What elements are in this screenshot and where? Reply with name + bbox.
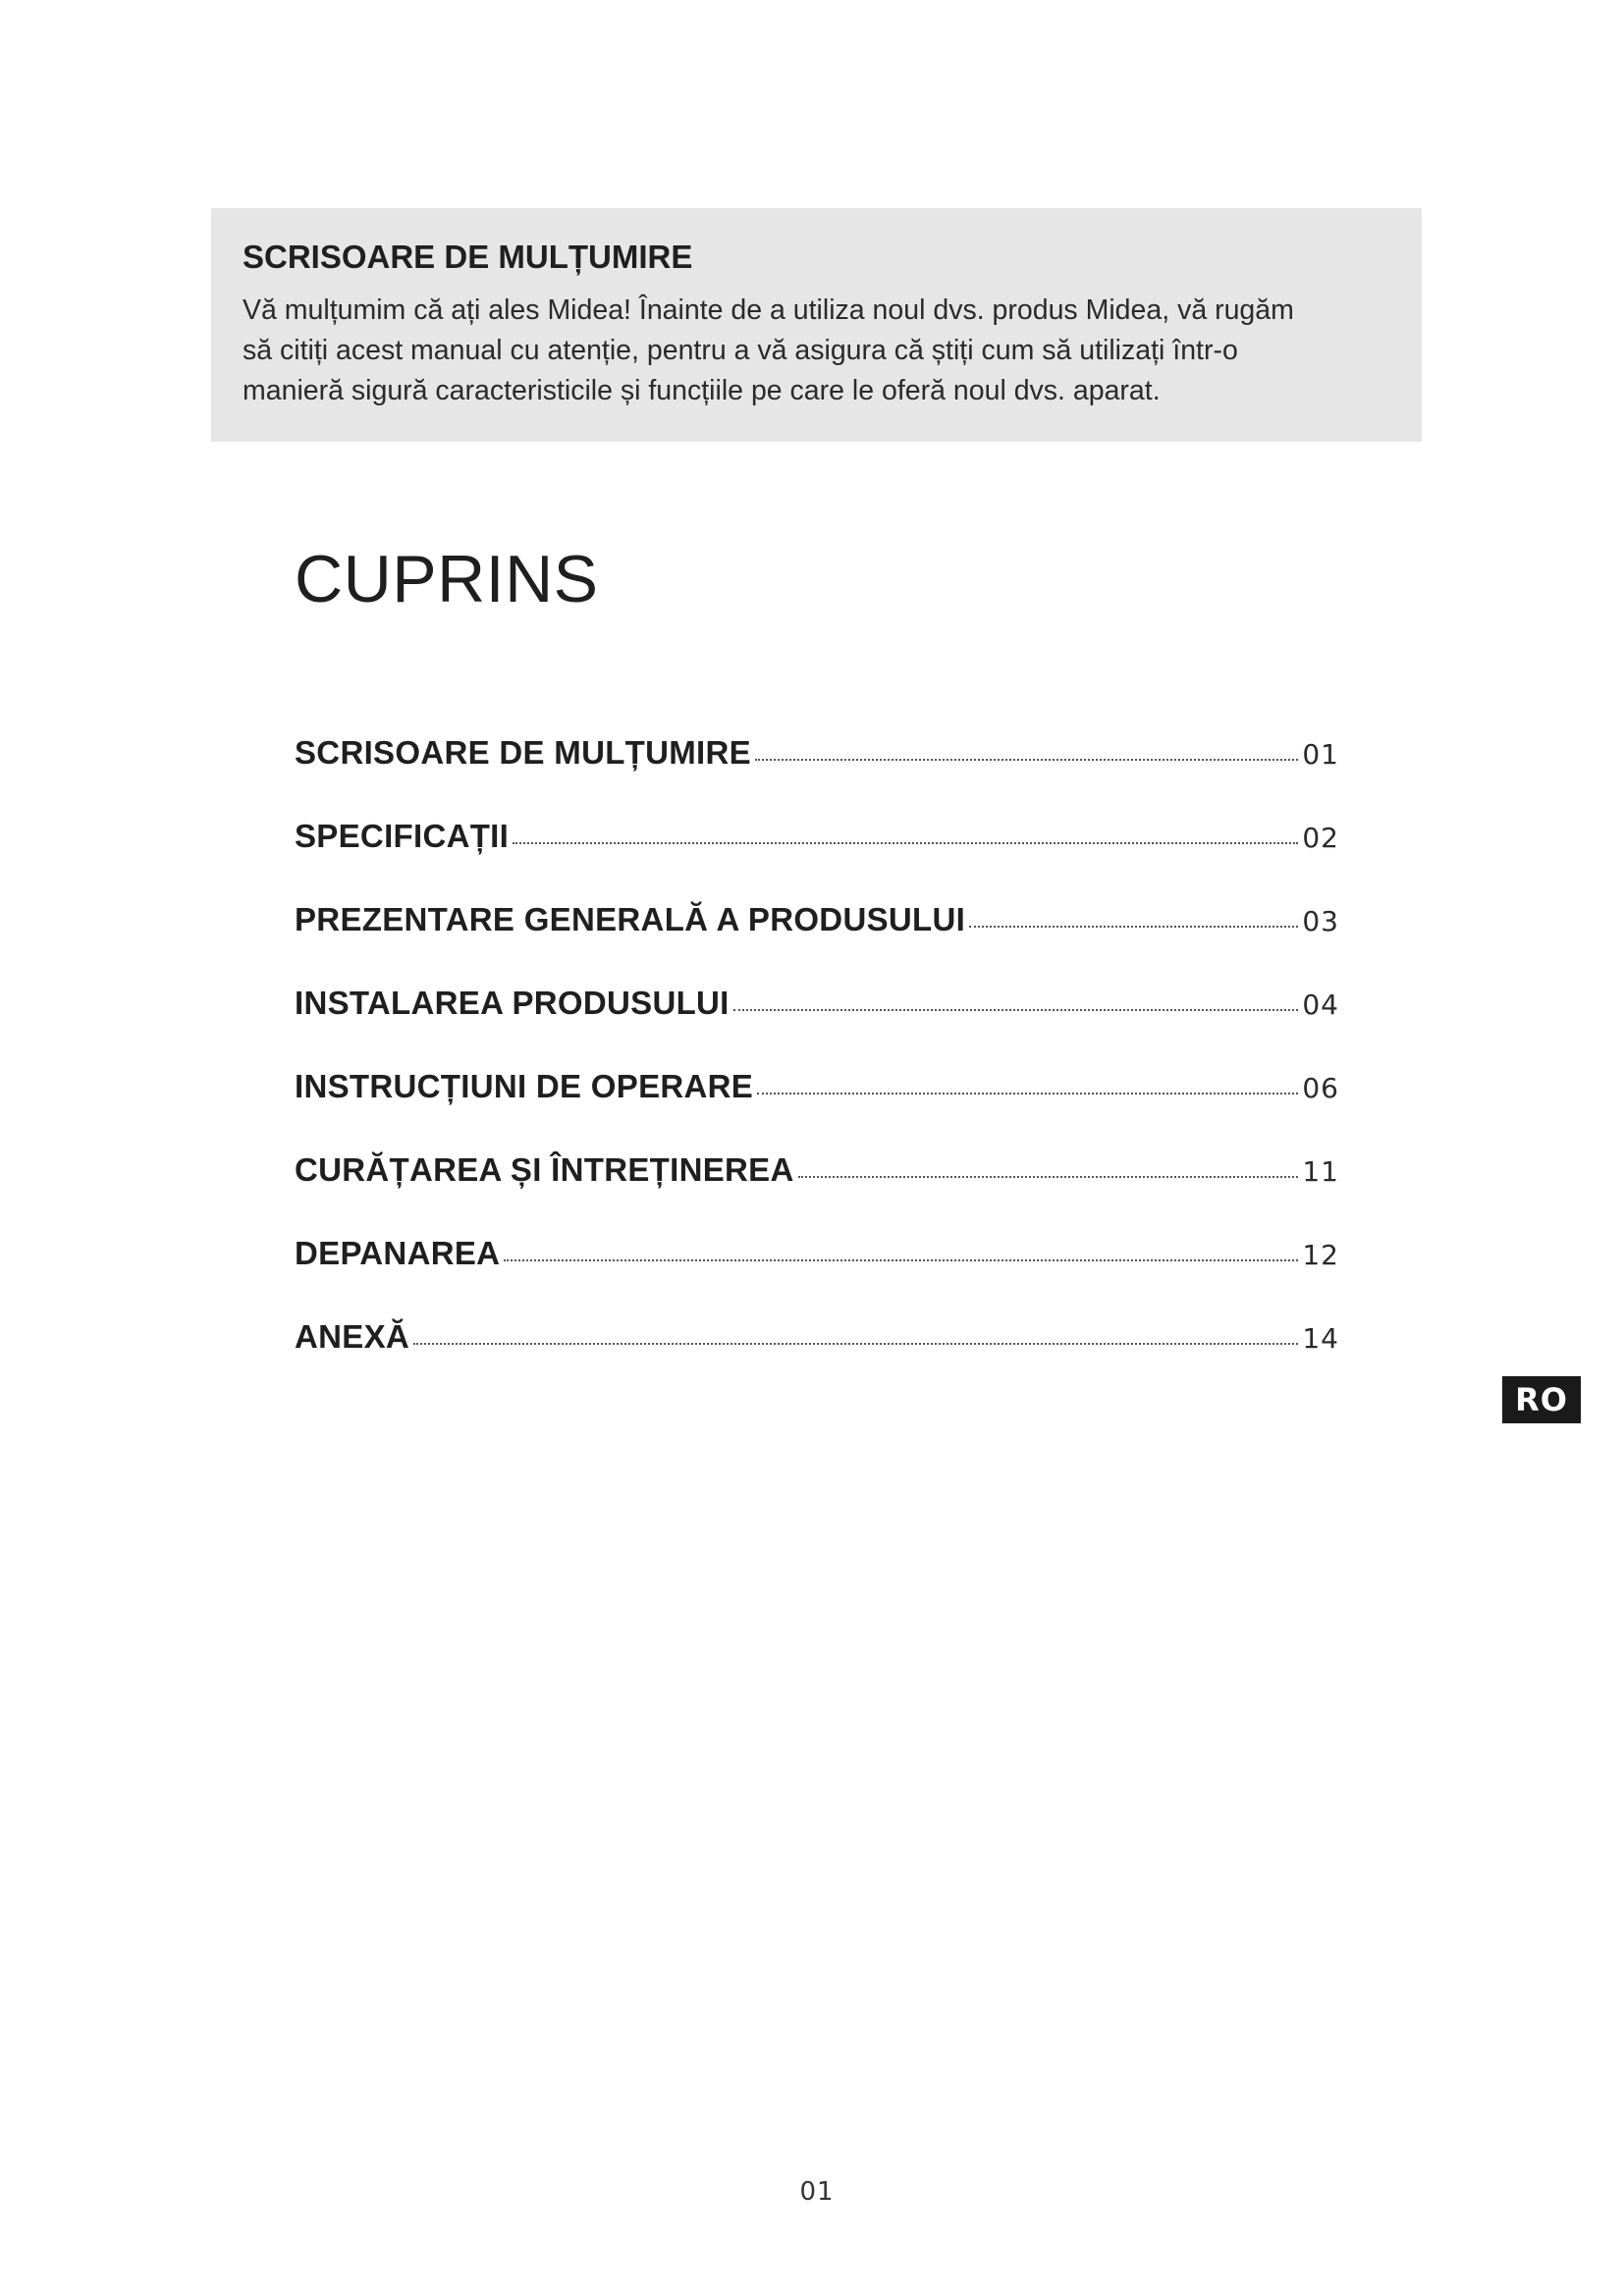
thanks-letter-box <box>211 208 1422 442</box>
thanks-letter-line: Vă mulțumim că ați ales Midea! Înainte de a utiliza noul dvs. produs Midea, vă rugăm <box>243 294 1294 326</box>
toc-entry-label: INSTRUCȚIUNI DE OPERARE <box>295 1068 754 1104</box>
thanks-letter-title: SCRISOARE DE MULȚUMIRE <box>243 239 693 275</box>
toc-entry-label: INSTALAREA PRODUSULUI <box>295 985 730 1021</box>
table-of-contents <box>295 734 1339 1402</box>
toc-dot-leader <box>798 1176 1299 1178</box>
toc-entry-label: DEPANAREA <box>295 1235 501 1271</box>
toc-entry-page: 01 <box>1302 738 1339 771</box>
toc-entry-page: 14 <box>1302 1322 1339 1355</box>
toc-entry-page: 06 <box>1302 1072 1339 1104</box>
toc-dot-leader <box>755 759 1298 761</box>
toc-dot-leader <box>969 926 1298 928</box>
toc-dot-leader <box>757 1093 1298 1095</box>
toc-entry-page: 12 <box>1302 1239 1339 1271</box>
toc-entry-page: 11 <box>1302 1155 1339 1188</box>
toc-entry-operating-instructions[interactable] <box>295 1068 1339 1151</box>
page-number: 01 <box>799 2177 835 2207</box>
thanks-letter-text <box>243 291 1390 411</box>
toc-entry-label: SCRISOARE DE MULȚUMIRE <box>295 734 751 771</box>
thanks-letter-line: să citiți acest manual cu atenție, pentru a vă asigura că știți cum să utilizați într-o <box>243 335 1238 366</box>
toc-entry-cleaning-maintenance[interactable] <box>295 1151 1339 1235</box>
toc-entry-installation[interactable] <box>295 985 1339 1068</box>
toc-entry-specifications[interactable] <box>295 818 1339 901</box>
thanks-letter-line: manieră sigură caracteristicile și funcțiile pe care le oferă noul dvs. aparat. <box>243 375 1161 406</box>
toc-entry-page: 04 <box>1302 988 1339 1021</box>
toc-entry-label: SPECIFICAȚII <box>295 818 510 854</box>
toc-entry-label: ANEXĂ <box>295 1318 410 1355</box>
toc-entry-page: 03 <box>1302 905 1339 937</box>
toc-entry-product-overview[interactable] <box>295 901 1339 985</box>
toc-entry-troubleshooting[interactable] <box>295 1235 1339 1318</box>
toc-heading: CUPRINS <box>295 542 599 616</box>
toc-dot-leader <box>733 1009 1299 1011</box>
toc-entry-thanks-letter[interactable] <box>295 734 1339 818</box>
toc-entry-label: CURĂȚAREA ȘI ÎNTREȚINEREA <box>295 1151 794 1188</box>
toc-dot-leader <box>413 1343 1298 1345</box>
toc-entry-annex[interactable] <box>295 1318 1339 1402</box>
toc-dot-leader <box>513 842 1298 844</box>
toc-entry-label: PREZENTARE GENERALĂ A PRODUSULUI <box>295 901 966 937</box>
toc-dot-leader <box>504 1259 1298 1261</box>
language-badge: RO <box>1502 1376 1581 1423</box>
toc-entry-page: 02 <box>1302 822 1339 854</box>
